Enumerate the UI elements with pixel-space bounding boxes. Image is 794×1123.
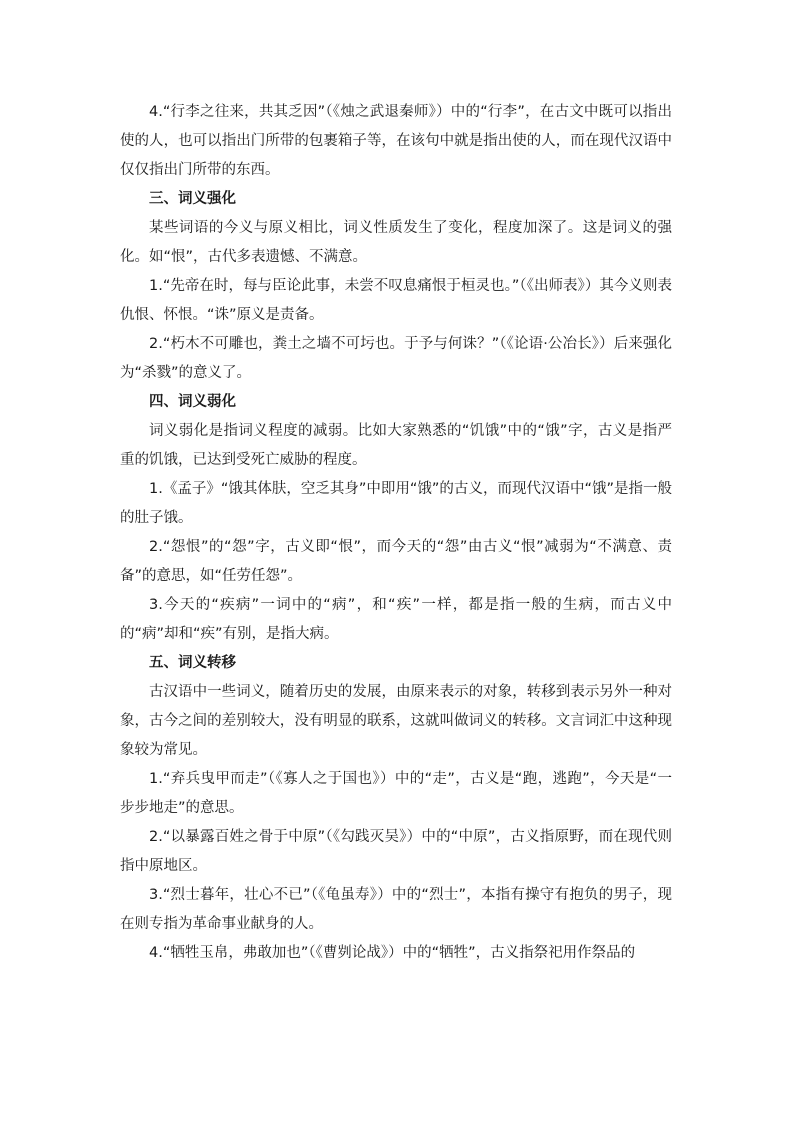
paragraph-transfer-item-2: 2.“以暴露百姓之骨于中原”（《勾践灭吴》）中的“中原”，古义指原野，而在现代则指中原地区。 <box>120 829 672 874</box>
paragraph-weakening-item-3: 3.今天的“疾病”一词中的“病”，和“疾”一样，都是指一般的生病，而古义中的“病”却和“疾”有别，是指大病。 <box>120 597 672 642</box>
paragraph-transfer-intro: 古汉语中一些词义，随着历史的发展，由原来表示的对象，转移到表示另外一种对象，古今之间的差别较大，没有明显的联系，这就叫做词义的转移。文言词汇中这种现象较为常见。 <box>120 684 672 758</box>
section-heading-weakening: 四、词义弱化 <box>149 394 236 410</box>
paragraph-weakening-item-1: 1.《孟子》“饿其体肤，空乏其身”中即用“饿”的古义，而现代汉语中“饿”是指一般的肚子饿。 <box>120 481 672 526</box>
document-body <box>120 98 672 968</box>
paragraph-weakening-intro: 词义弱化是指词义程度的减弱。比如大家熟悉的“饥饿”中的“饿”字，古义是指严重的饥饿，已达到受死亡威胁的程度。 <box>120 423 672 468</box>
paragraph-transfer-item-1: 1.“弃兵曳甲而走”（《寡人之于国也》）中的“走”，古义是“跑，逃跑”，今天是“一步步地走”的意思。 <box>120 771 672 816</box>
paragraph-transfer-item-3: 3.“烈士暮年，壮心不已”（《龟虽寿》）中的“烈士”，本指有操守有抱负的男子，现在则专指为革命事业献身的人。 <box>120 887 672 932</box>
paragraph-strengthening-intro: 某些词语的今义与原义相比，词义性质发生了变化，程度加深了。这是词义的强化。如“恨”，古代多表遗憾、不满意。 <box>120 220 672 265</box>
paragraph-transfer-item-4: 4.“牺牲玉帛，弗敢加也”（《曹刿论战》）中的“牺牲”，古义指祭祀用作祭品的 <box>149 945 636 961</box>
paragraph-item-4-xingli: 4.“行李之往来，共其乏因”（《烛之武退秦师》）中的“行李”，在古文中既可以指出使的人，也可以指出门所带的包裹箱子等，在该句中就是指出使的人，而在现代汉语中仅仅指出门所带的东西。 <box>120 104 672 178</box>
paragraph-strengthening-item-1: 1.“先帝在时，每与臣论此事，未尝不叹息痛恨于桓灵也。”（《出师表》）其今义则表仇恨、怀恨。“诛”原义是责备。 <box>120 278 672 323</box>
section-heading-transfer: 五、词义转移 <box>149 655 236 671</box>
paragraph-strengthening-item-2: 2.“朽木不可雕也，粪土之墙不可圬也。于予与何诛？”（《论语·公冶长》）后来强化为“杀戮”的意义了。 <box>120 336 672 381</box>
section-heading-strengthening: 三、词义强化 <box>149 191 236 207</box>
paragraph-weakening-item-2: 2.“怨恨”的“怨”字，古义即“恨”，而今天的“怨”由古义“恨”减弱为“不满意、责备”的意思，如“任劳任怨”。 <box>120 539 672 584</box>
